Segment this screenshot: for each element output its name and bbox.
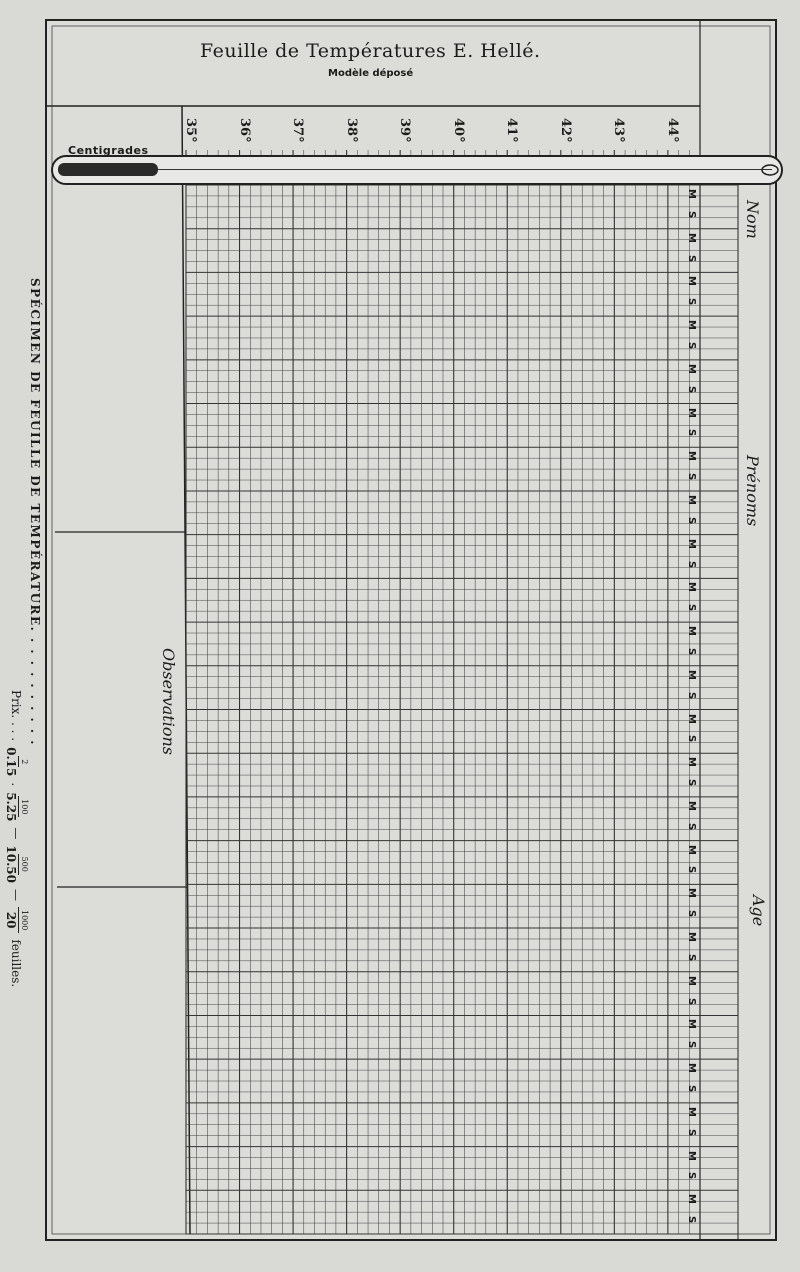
price-fraction: 100 5.25 <box>4 792 29 822</box>
morning-label: M <box>686 189 697 199</box>
temperature-tick-label: 40° <box>450 118 466 143</box>
evening-label: S <box>686 254 697 262</box>
morning-label: M <box>686 320 697 331</box>
evening-label: S <box>686 1041 697 1049</box>
temperature-tick-label: 41° <box>504 118 520 143</box>
field-age-label: Age <box>749 895 768 927</box>
morning-label: M <box>686 1194 697 1205</box>
morning-label: M <box>686 626 697 637</box>
morning-label: M <box>686 669 697 680</box>
morning-label: M <box>686 276 697 287</box>
temperature-tick-label: 39° <box>397 118 413 143</box>
evening-label: S <box>686 298 697 306</box>
evening-label: S <box>686 647 697 656</box>
morning-label: M <box>686 363 697 374</box>
field-nom-label: Nom <box>743 200 762 239</box>
evening-label: S <box>686 560 697 568</box>
sheet-subtitle: Modèle déposé <box>328 68 414 79</box>
morning-label: M <box>686 1019 697 1030</box>
price-fraction: 500 10.50 <box>4 845 29 883</box>
temperature-tick-label: 35° <box>183 118 198 143</box>
temperature-tick-label: 37° <box>290 118 306 143</box>
morning-label: M <box>686 1063 697 1074</box>
evening-label: S <box>686 210 697 219</box>
morning-label: M <box>686 888 697 899</box>
evening-label: S <box>686 1216 697 1224</box>
evening-label: S <box>686 866 697 874</box>
evening-label: S <box>686 385 697 393</box>
evening-label: S <box>686 779 697 787</box>
side-caption: SPÉCIMEN DE FEUILLE DE TEMPÉRATURE. . . . . . . . . . . <box>28 278 42 746</box>
evening-label: S <box>686 735 697 743</box>
evening-label: S <box>686 1172 697 1180</box>
morning-label: M <box>686 1150 697 1161</box>
morning-label: M <box>686 232 697 243</box>
morning-label: M <box>686 1106 697 1117</box>
field-observations-label: Observations <box>159 648 178 755</box>
morning-label: M <box>686 494 697 505</box>
evening-label: S <box>686 429 697 437</box>
morning-label: M <box>686 538 697 549</box>
sheet-title: Feuille de Températures E. Hellé. <box>200 40 541 62</box>
centigrades-label: Centigrades <box>68 144 149 157</box>
evening-label: S <box>686 910 697 918</box>
morning-label: M <box>686 757 697 768</box>
morning-label: M <box>686 582 697 593</box>
price-label: Prix. . . . <box>9 690 24 742</box>
morning-label: M <box>686 713 697 724</box>
morning-label: M <box>686 451 697 462</box>
temperature-tick-label: 36° <box>236 118 252 143</box>
price-unit: feuilles. <box>9 939 24 988</box>
price-line: Prix. . . . 2 0.15 . 100 5.25 — 500 10.50 — 1000 20 feuilles. <box>4 690 29 988</box>
price-fraction: 2 0.15 <box>4 747 29 777</box>
temperature-tick-label: 38° <box>343 118 359 143</box>
evening-label: S <box>686 604 697 612</box>
evening-label: S <box>686 516 697 525</box>
morning-label: M <box>686 407 697 418</box>
morning-label: M <box>686 932 697 942</box>
field-prenoms-label: Prénoms <box>743 455 762 527</box>
morning-label: M <box>686 844 697 855</box>
evening-label: S <box>686 473 697 481</box>
evening-label: S <box>686 997 697 1005</box>
evening-label: S <box>686 1085 697 1093</box>
temperature-tick-label: 44° <box>664 118 680 143</box>
price-fraction: 1000 20 <box>5 907 28 933</box>
temperature-tick-label: 43° <box>611 118 627 143</box>
evening-label: S <box>686 822 697 830</box>
evening-label: S <box>686 691 697 699</box>
evening-label: S <box>686 341 697 350</box>
morning-label: M <box>686 975 697 986</box>
thermometer-icon <box>52 156 782 184</box>
evening-label: S <box>686 953 697 962</box>
evening-label: S <box>686 1128 697 1136</box>
morning-label: M <box>686 800 697 811</box>
temperature-tick-label: 42° <box>557 118 573 143</box>
